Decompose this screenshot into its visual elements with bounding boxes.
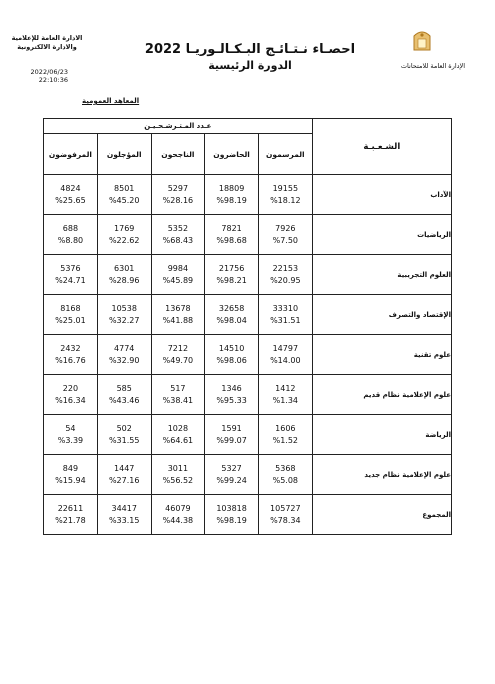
table-cell [258,495,312,535]
col-header-present: الحاضرون [205,134,259,175]
cell-count: 688 [62,223,79,233]
table-cell [205,335,259,375]
cell-count: 5297 [167,183,189,193]
cell-count: 46079 [165,503,191,513]
table-cell [44,495,98,535]
title-line: احصـاء نـتـائـج البـكـالـوريـا 2022 [144,42,356,57]
table-cell [44,415,98,455]
table-cell [205,455,259,495]
branch-header: الشـعـبـة [312,119,451,175]
table-row [44,215,452,255]
table-cell [151,495,205,535]
cell-count: 6301 [114,263,135,273]
cell-percent: %16.76 [55,355,86,365]
cell-percent: %32.27 [108,315,140,325]
results-table [43,118,452,535]
org-line-2: والادارة الالكترونية [17,43,77,51]
table-cell [205,175,259,215]
cell-count: 517 [170,383,186,393]
cell-percent: %98.04 [216,315,247,325]
cell-count: 5352 [167,223,189,233]
col-header-passed: الناجحون [151,134,205,175]
cell-percent: %78.34 [270,515,301,525]
table-cell [205,295,259,335]
cell-count: 34417 [111,503,137,513]
cell-percent: %98.19 [216,195,247,205]
cell-percent: %99.24 [216,475,247,485]
cell-percent: %45.20 [108,195,140,205]
section-label: المعاهد العمومية [82,97,140,105]
cell-percent: %15.94 [55,475,86,485]
cell-percent: %8.80 [57,235,84,245]
table-cell [44,175,98,215]
table-cell [44,375,98,415]
table-row [44,295,452,335]
cell-count: 2432 [60,343,81,353]
table-cell [258,175,312,215]
cell-count: 8168 [60,303,81,313]
cell-count: 1591 [221,423,242,433]
table-cell [151,215,205,255]
cell-percent: %31.55 [108,435,140,445]
branch-name: المجموع [312,495,451,535]
cell-count: 7821 [221,223,242,233]
cell-count: 105727 [270,503,301,513]
table-cell [258,335,312,375]
table-cell [44,335,98,375]
cell-percent: %95.33 [216,395,247,405]
cell-count: 54 [65,423,76,433]
cell-percent: %43.46 [108,395,140,405]
cell-count: 10538 [111,303,137,313]
cell-count: 18809 [218,183,245,193]
table-cell [97,335,151,375]
cell-percent: %25.65 [55,195,86,205]
cell-count: 4774 [114,343,135,353]
table-cell [97,255,151,295]
cell-count: 19155 [272,183,299,193]
cell-percent: %31.51 [270,315,301,325]
table-cell [151,415,205,455]
branch-name: الآداب [312,175,451,215]
cell-percent: %25.01 [55,315,86,325]
cell-percent: %44.38 [162,515,194,525]
branch-name: الإقتصاد والتصرف [312,295,451,335]
table-cell [151,255,205,295]
print-date: 2022/06/23 [30,68,68,76]
cell-count: 5376 [60,263,81,273]
table-row [44,255,452,295]
table-row [44,175,452,215]
table-cell [258,415,312,455]
cell-count: 5368 [275,463,296,473]
ministry-logo-icon [411,28,433,52]
table-cell [44,455,98,495]
cell-percent: %28.96 [108,275,140,285]
subtitle-line: الدورة الرئيسية [208,59,292,72]
table-cell [44,215,98,255]
table-cell [205,255,259,295]
cell-percent: %22.62 [108,235,140,245]
table-row [44,455,452,495]
cell-count: 585 [116,383,132,393]
cell-count: 14797 [272,343,299,353]
org-name [8,34,86,52]
branch-name: علوم الإعلامية نظام قديم [312,375,451,415]
table-cell [44,255,98,295]
cell-count: 1606 [275,423,296,433]
cell-percent: %14.00 [270,355,301,365]
table-cell [258,295,312,335]
branch-name: علوم تقنية [312,335,451,375]
group-header: عـدد المـتـرشـحـيـن [44,119,313,134]
cell-percent: %98.21 [216,275,247,285]
col-header-failed: المرفوضون [44,134,98,175]
page-title [130,42,370,74]
col-header-registered: المرسمون [258,134,312,175]
cell-count: 502 [116,423,132,433]
cell-count: 7926 [275,223,296,233]
cell-percent: %16.34 [55,395,86,405]
branch-name: الرياضة [312,415,451,455]
table-cell [258,375,312,415]
org-line-1: الادارة العامة للإعلامية [11,34,83,42]
cell-count: 4824 [60,183,81,193]
table-cell [151,295,205,335]
cell-count: 33310 [272,303,299,313]
branch-name: العلوم التجريبية [312,255,451,295]
cell-percent: %98.19 [216,515,247,525]
cell-count: 22611 [57,503,84,513]
print-datetime [28,68,68,84]
cell-percent: %98.68 [216,235,247,245]
branch-name: الرياضيات [312,215,451,255]
cell-percent: %56.52 [162,475,194,485]
cell-percent: %49.70 [162,355,194,365]
cell-percent: %3.39 [57,435,84,445]
cell-percent: %68.43 [162,235,194,245]
table-cell [205,415,259,455]
cell-count: 1028 [167,423,189,433]
table-cell [205,215,259,255]
table-cell [151,455,205,495]
table-cell [97,375,151,415]
cell-percent: %32.90 [108,355,140,365]
table-cell [258,455,312,495]
table-cell [151,375,205,415]
cell-count: 1412 [275,383,296,393]
cell-count: 1447 [114,463,135,473]
cell-count: 1346 [221,383,242,393]
cell-count: 220 [62,383,79,393]
cell-percent: %24.71 [55,275,86,285]
cell-count: 21756 [218,263,245,273]
table-cell [151,175,205,215]
print-time: 22:10:36 [38,76,68,84]
cell-count: 849 [62,463,79,473]
cell-percent: %41.88 [162,315,194,325]
cell-count: 13678 [165,303,191,313]
cell-count: 8501 [114,183,135,193]
table-cell [97,175,151,215]
table-row [44,495,452,535]
cell-count: 32658 [218,303,245,313]
cell-percent: %99.07 [216,435,247,445]
table-cell [97,295,151,335]
cell-percent: %45.89 [162,275,194,285]
table-cell [258,255,312,295]
cell-count: 5327 [221,463,242,473]
cell-percent: %21.78 [55,515,86,525]
branch-name: علوم الإعلامية نظام جديد [312,455,451,495]
table-row [44,375,452,415]
cell-percent: %5.08 [272,475,299,485]
table-cell [97,455,151,495]
cell-percent: %28.16 [162,195,194,205]
cell-count: 14510 [218,343,245,353]
cell-percent: %27.16 [108,475,140,485]
cell-percent: %98.06 [216,355,247,365]
cell-count: 22153 [272,263,299,273]
table-row [44,335,452,375]
table-cell [97,215,151,255]
cell-count: 7212 [167,343,189,353]
col-header-postponed: المؤجلون [97,134,151,175]
cell-percent: %7.50 [272,235,299,245]
table-cell [44,295,98,335]
table-cell [258,215,312,255]
cell-percent: %20.95 [270,275,301,285]
cell-count: 103818 [216,503,247,513]
table-cell [97,415,151,455]
dept-name: الإدارة العامة للامتحانات [400,62,466,70]
cell-percent: %64.61 [162,435,194,445]
table-row [44,415,452,455]
table-cell [151,335,205,375]
table-cell [97,495,151,535]
cell-percent: %18.12 [270,195,301,205]
cell-count: 3011 [167,463,189,473]
cell-percent: %33.15 [108,515,140,525]
table-cell [205,375,259,415]
table-cell [205,495,259,535]
cell-percent: %1.52 [272,435,299,445]
cell-percent: %38.41 [162,395,194,405]
cell-percent: %1.34 [272,395,299,405]
cell-count: 1769 [114,223,135,233]
cell-count: 9984 [167,263,189,273]
